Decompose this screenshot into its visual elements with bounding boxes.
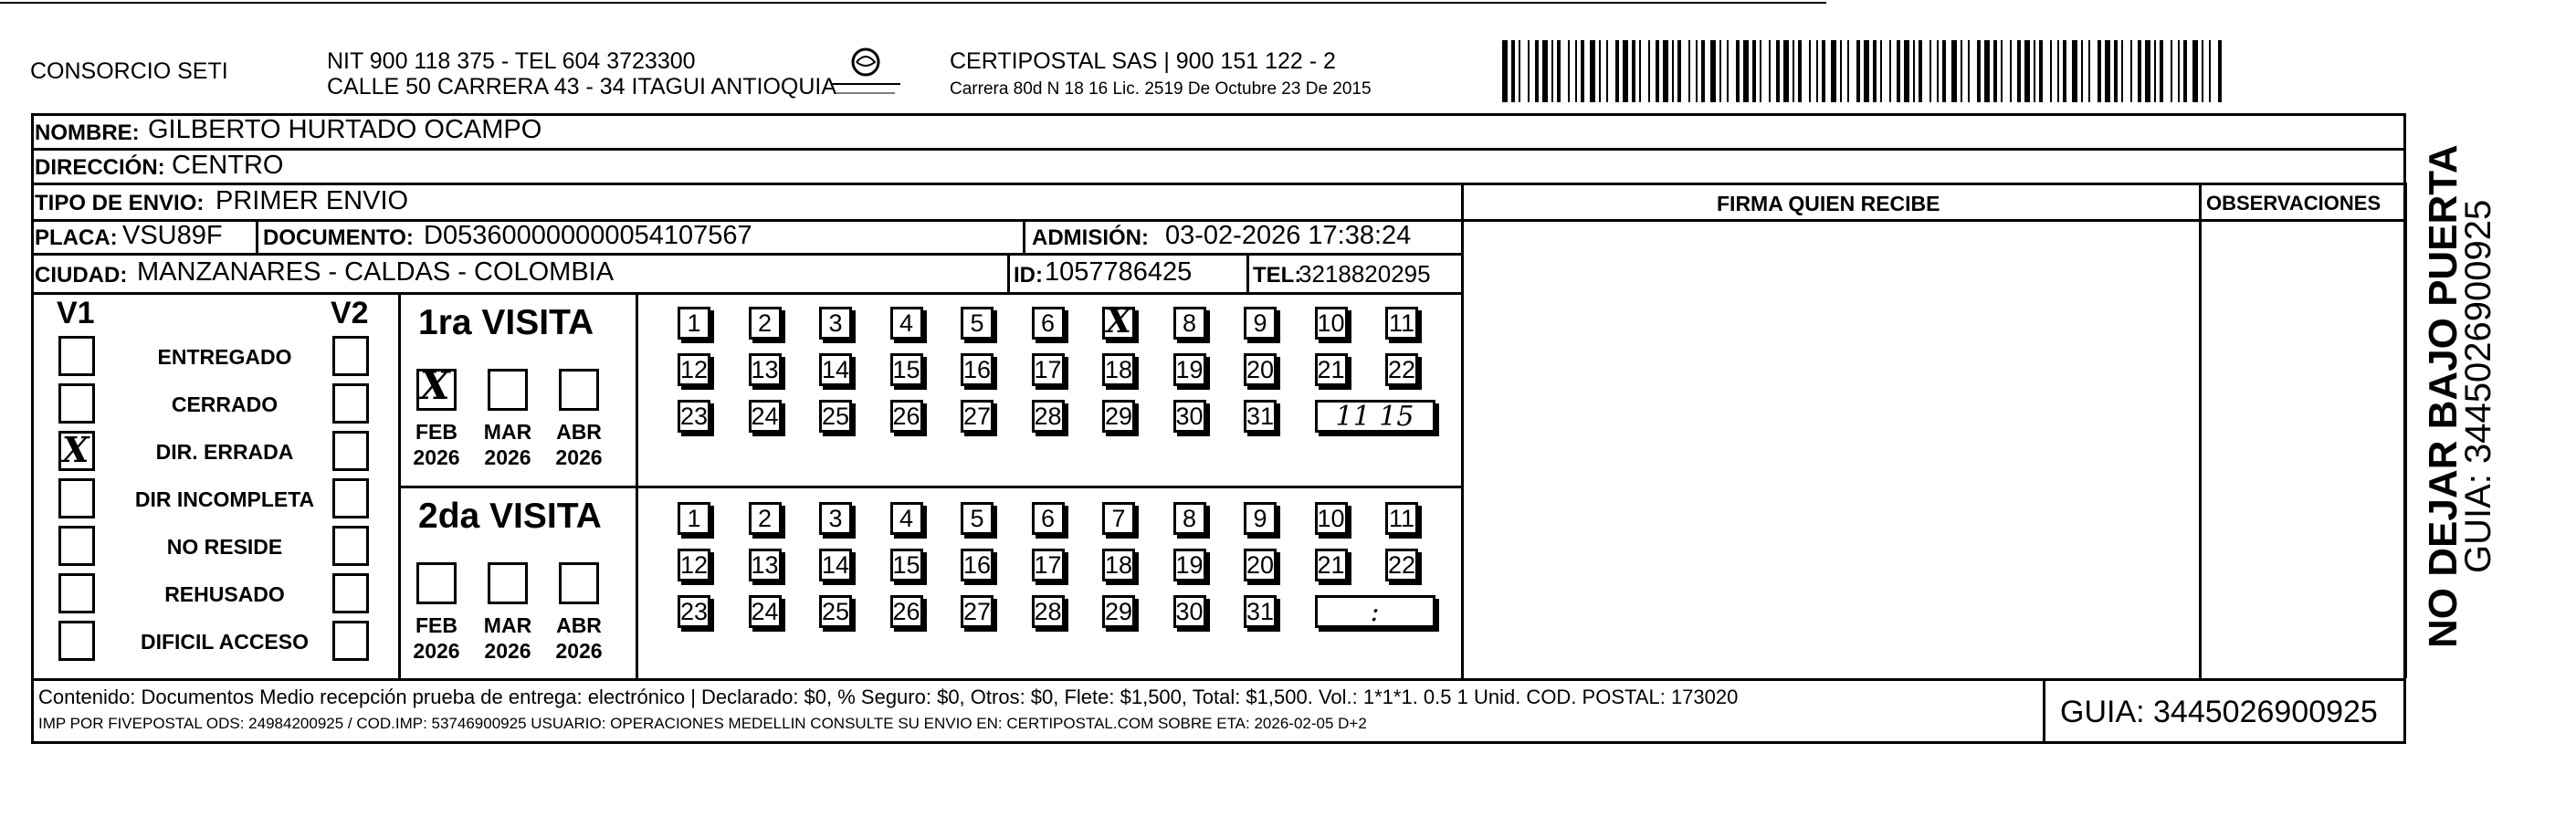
day-box[interactable]: 9 — [1244, 502, 1277, 535]
address-line: CALLE 50 CARRERA 43 - 34 ITAGUI ANTIOQUIA — [327, 74, 837, 99]
status-label: NO RESIDE — [166, 535, 283, 559]
month-year: 2026 — [413, 445, 460, 469]
day-box[interactable]: 28 — [1032, 400, 1065, 433]
v1-status-checkbox[interactable] — [58, 621, 95, 661]
day-box[interactable]: 25 — [819, 400, 852, 433]
day-box[interactable]: 23 — [678, 400, 710, 433]
month-label: ABR — [556, 613, 602, 637]
row-line — [31, 183, 2406, 185]
day-box[interactable]: 16 — [961, 353, 994, 386]
v1-header: V1 — [57, 296, 95, 330]
first-visit-title: 1ra VISITA — [418, 303, 594, 342]
day-box[interactable]: 31 — [1244, 595, 1277, 628]
row-line — [31, 148, 2406, 151]
day-box[interactable]: 1 — [678, 307, 710, 340]
day-box[interactable]: 5 — [961, 502, 994, 535]
day-box[interactable]: 21 — [1315, 353, 1348, 386]
day-box[interactable]: 24 — [749, 595, 782, 628]
documento-value: D053600000000054107567 — [424, 221, 752, 250]
day-box[interactable]: 15 — [890, 549, 923, 581]
status-label: CERRADO — [171, 393, 279, 416]
month-year: 2026 — [555, 445, 603, 469]
footer-guia-divider — [2043, 678, 2045, 744]
barcode — [1502, 40, 2224, 102]
day-box[interactable]: 22 — [1385, 549, 1418, 581]
month-label: MAR — [483, 420, 532, 444]
day-box[interactable]: 12 — [678, 549, 710, 581]
v1-status-checkbox[interactable] — [58, 478, 95, 518]
day-box[interactable]: 17 — [1032, 549, 1065, 581]
time-field[interactable]: : — [1315, 595, 1435, 628]
day-box[interactable]: 27 — [961, 400, 994, 433]
day-box[interactable]: 3 — [819, 307, 852, 340]
footer-top-line — [31, 678, 2406, 681]
day-box[interactable]: 1 — [678, 502, 710, 535]
time-field[interactable]: 11 15 — [1315, 400, 1435, 433]
v2-status-checkbox[interactable] — [332, 431, 369, 471]
day-box[interactable]: 6 — [1032, 307, 1065, 340]
firma-left-border — [1461, 183, 1464, 678]
day-box[interactable]: 2 — [749, 307, 782, 340]
status-label: ENTREGADO — [157, 345, 292, 369]
observaciones-right-border — [2404, 183, 2407, 678]
license-line: Carrera 80d N 18 16 Lic. 2519 De Octubre 23 De 2015 — [950, 79, 1372, 99]
v2-status-checkbox[interactable] — [332, 478, 369, 518]
day-box[interactable]: 11 — [1385, 307, 1418, 340]
x-mark: X — [420, 363, 450, 408]
footer-contenido: Contenido: Documentos Medio recepción prueba de entrega: electrónico | Declarado: $0, % Seguro: $0, Otros: $0, Flete: $1,500, Total: $1,500. Vol.: 1*1*1. 0.5 1 Unid. COD. POSTAL: 173020 — [38, 686, 1739, 708]
x-mark: X — [62, 429, 89, 470]
nombre-label: NOMBRE: — [35, 120, 140, 145]
day-box[interactable]: 31 — [1244, 400, 1277, 433]
placa-divider — [256, 219, 258, 253]
tel-value: 3218820295 — [1299, 260, 1431, 288]
tipo-envio-value: PRIMER ENVIO — [216, 186, 409, 215]
direccion-label: DIRECCIÓN: — [35, 155, 165, 180]
day-box[interactable]: 9 — [1244, 307, 1277, 340]
status-label: DIR. ERRADA — [155, 440, 294, 464]
month-checkbox[interactable] — [559, 562, 599, 604]
id-value: 1057786425 — [1045, 257, 1193, 287]
v2-header: V2 — [331, 296, 369, 330]
company-name: CONSORCIO SETI — [30, 58, 228, 84]
tel-divider — [1246, 253, 1249, 292]
month-year: 2026 — [413, 639, 460, 663]
placa-label: PLACA: — [35, 225, 118, 250]
v2-status-checkbox[interactable] — [332, 621, 369, 661]
v1-status-checkbox[interactable] — [58, 336, 95, 376]
direccion-value: CENTRO — [172, 151, 284, 180]
admision-label: ADMISIÓN: — [1032, 225, 1149, 250]
day-box[interactable]: 23 — [678, 595, 710, 628]
month-year: 2026 — [484, 639, 531, 663]
certipostal-logo — [827, 46, 904, 102]
day-box[interactable]: 28 — [1032, 595, 1065, 628]
id-label: ID: — [1014, 263, 1043, 288]
day-box[interactable]: 10 — [1315, 307, 1348, 340]
day-box[interactable]: 12 — [678, 353, 710, 386]
footer-impresion: IMP POR FIVEPOSTAL ODS: 24984200925 / COD.IMP: 53746900925 USUARIO: OPERACIONES MEDELLIN CONSULTE SU ENVIO EN: CERTIPOSTAL.COM SOBRE ETA: 2026-02-05 D+2 — [38, 715, 1367, 732]
day-box[interactable]: 14 — [819, 353, 852, 386]
day-box[interactable]: 13 — [749, 549, 782, 581]
row-line — [31, 292, 1463, 295]
day-box[interactable]: 11 — [1385, 502, 1418, 535]
month-label: MAR — [483, 613, 532, 637]
day-box[interactable]: 20 — [1244, 549, 1277, 581]
id-divider — [1007, 253, 1010, 292]
day-box[interactable]: 17 — [1032, 353, 1065, 386]
day-box[interactable]: 7 — [1102, 502, 1135, 535]
day-box[interactable]: 25 — [819, 595, 852, 628]
month-checkbox[interactable] — [488, 562, 528, 604]
day-box[interactable]: 29 — [1102, 595, 1135, 628]
side-warning: NO DEJAR BAJO PUERTA — [2421, 144, 2466, 648]
day-box[interactable]: 2 — [749, 502, 782, 535]
side-guia: GUIA: 3445026900925 — [2458, 199, 2498, 573]
nombre-value: GILBERTO HURTADO OCAMPO — [148, 115, 542, 144]
observaciones-left-border — [2199, 183, 2202, 678]
day-box[interactable]: 4 — [890, 307, 923, 340]
status-label: REHUSADO — [164, 582, 285, 606]
v2-status-checkbox[interactable] — [332, 383, 369, 424]
day-box[interactable]: 29 — [1102, 400, 1135, 433]
ciudad-value: MANZANARES - CALDAS - COLOMBIA — [137, 257, 615, 287]
day-box[interactable]: 16 — [961, 549, 994, 581]
day-box[interactable]: 4 — [890, 502, 923, 535]
month-checkbox[interactable] — [488, 369, 528, 411]
month-label: FEB — [415, 613, 457, 637]
v1-status-checkbox[interactable] — [58, 383, 95, 424]
status-label: DIR INCOMPLETA — [134, 487, 315, 511]
nit-line: NIT 900 118 375 - TEL 604 3723300 — [327, 48, 696, 74]
top-edge-line — [0, 2, 1826, 4]
day-box[interactable]: 27 — [961, 595, 994, 628]
day-box[interactable]: 15 — [890, 353, 923, 386]
admision-value: 03-02-2026 17:38:24 — [1165, 221, 1412, 250]
day-box[interactable]: 30 — [1173, 400, 1206, 433]
day-box[interactable]: 24 — [749, 400, 782, 433]
status-label: DIFICIL ACCESO — [140, 630, 309, 654]
day-box[interactable]: 30 — [1173, 595, 1206, 628]
v1-status-checkbox[interactable] — [58, 573, 95, 613]
tel-label: TEL: — [1253, 263, 1302, 288]
second-visit-title: 2da VISITA — [418, 497, 602, 536]
day-box[interactable]: 8 — [1173, 307, 1206, 340]
tipo-envio-label: TIPO DE ENVIO: — [35, 191, 205, 215]
day-box[interactable]: 18 — [1102, 549, 1135, 581]
month-checkbox[interactable] — [416, 562, 457, 604]
visit-divider — [398, 486, 1463, 488]
day-box[interactable]: 6 — [1032, 502, 1065, 535]
day-box[interactable]: 5 — [961, 307, 994, 340]
placa-value: VSU89F — [122, 221, 223, 250]
x-mark: X — [1106, 302, 1131, 340]
month-label: FEB — [415, 420, 457, 444]
footer-guia: GUIA: 3445026900925 — [2060, 695, 2378, 729]
firma-header: FIRMA QUIEN RECIBE — [1717, 192, 1940, 215]
v2-status-checkbox[interactable] — [332, 336, 369, 376]
month-checkbox[interactable] — [559, 369, 599, 411]
month-label: ABR — [556, 420, 602, 444]
v1-status-checkbox[interactable] — [58, 526, 95, 566]
day-box[interactable]: 19 — [1173, 353, 1206, 386]
day-box[interactable]: 8 — [1173, 502, 1206, 535]
month-year: 2026 — [555, 639, 603, 663]
v2-status-checkbox[interactable] — [332, 526, 369, 566]
day-box[interactable]: 20 — [1244, 353, 1277, 386]
admision-divider — [1023, 219, 1025, 253]
day-box[interactable]: 14 — [819, 549, 852, 581]
day-box[interactable]: 19 — [1173, 549, 1206, 581]
observaciones-header: OBSERVACIONES — [2206, 192, 2381, 215]
documento-label: DOCUMENTO: — [263, 225, 414, 250]
day-box[interactable]: 10 — [1315, 502, 1348, 535]
ciudad-label: CIUDAD: — [35, 263, 128, 288]
day-box[interactable]: 18 — [1102, 353, 1135, 386]
month-year: 2026 — [484, 445, 531, 469]
v2-status-checkbox[interactable] — [332, 573, 369, 613]
day-box[interactable]: 22 — [1385, 353, 1418, 386]
day-box[interactable]: 26 — [890, 595, 923, 628]
day-box[interactable]: 13 — [749, 353, 782, 386]
day-box[interactable]: 26 — [890, 400, 923, 433]
certipostal-line: CERTIPOSTAL SAS | 900 151 122 - 2 — [950, 48, 1336, 74]
day-box[interactable]: 21 — [1315, 549, 1348, 581]
day-box[interactable]: 3 — [819, 502, 852, 535]
